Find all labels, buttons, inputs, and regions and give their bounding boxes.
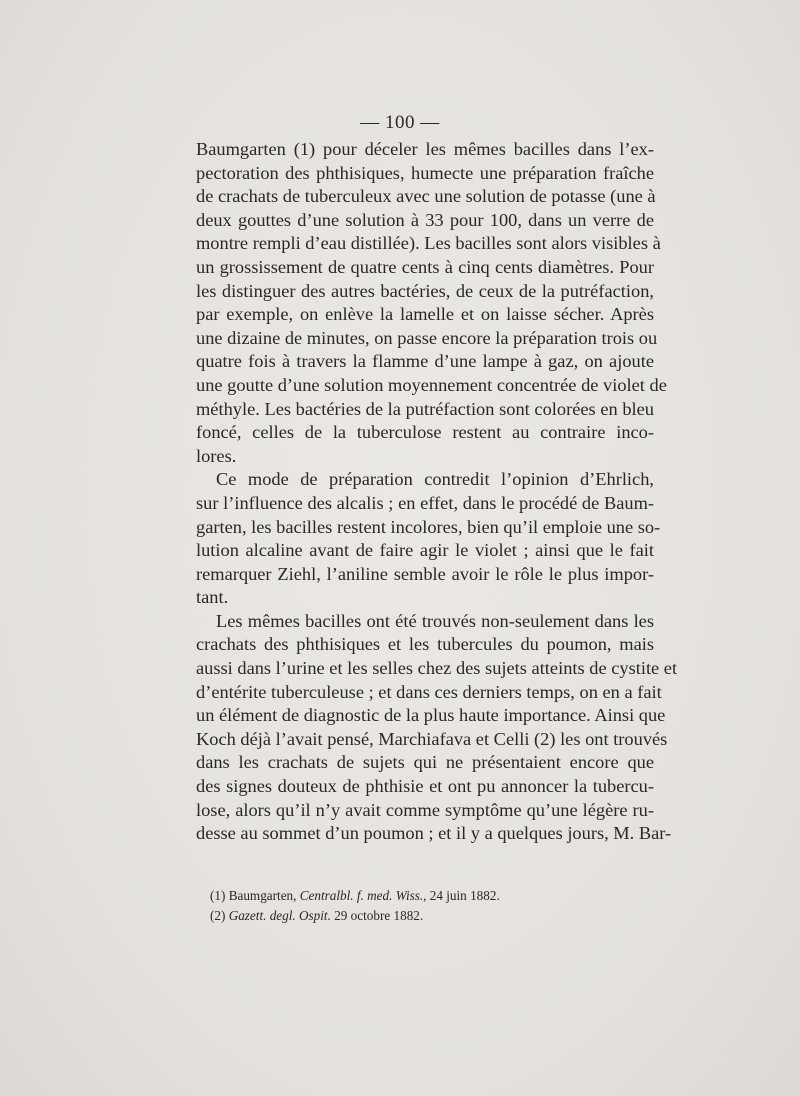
text-line: méthyle. Les bactéries de la putréfaction sont colorées en bleu xyxy=(196,398,654,419)
text-line: Koch déjà l’avait pensé, Marchiafava et Celli (2) les ont trouvés xyxy=(196,728,668,749)
footnote-author: Baumgarten, xyxy=(228,888,297,903)
text-line: crachats des phthisiques et les tubercules du poumon, mais xyxy=(196,634,654,655)
footnotes xyxy=(210,886,630,925)
text-line: de crachats de tuberculeux avec une solution de potasse (une à xyxy=(196,186,656,207)
footnote-date: 29 octobre 1882. xyxy=(334,907,424,923)
text-line: d’entérite tuberculeuse ; et dans ces derniers temps, on en a fait xyxy=(196,681,662,702)
text-line: Baumgarten (1) pour déceler les mêmes bacilles dans l’ex- xyxy=(196,139,654,159)
text-line: quatre fois à travers la flamme d’une lampe à gaz, on ajoute xyxy=(196,351,654,372)
text-line: un grossissement de quatre cents à cinq cents diamètres. Pour xyxy=(196,256,654,277)
footnote-1 xyxy=(210,886,630,906)
footnote-2 xyxy=(210,906,630,926)
text-line: foncé, celles de la tuberculose restent au contraire inco- xyxy=(196,422,654,443)
text-line: une goutte d’une solution moyennement concentrée de violet de xyxy=(196,374,667,395)
text-line: remarquer Ziehl, l’aniline semble avoir le rôle le plus impor- xyxy=(196,563,654,584)
footnote-journal: Gazett. degl. Ospit. xyxy=(228,907,331,923)
page-number: — 100 — xyxy=(360,112,440,133)
footnote-marker: (2) xyxy=(210,907,226,923)
text-line: lution alcaline avant de faire agir le violet ; ainsi que le fait xyxy=(196,540,654,561)
footnote-journal: Centralbl. f. med. Wiss., xyxy=(299,888,427,903)
text-line: aussi dans l’urine et les selles chez des sujets atteints de cystite et xyxy=(196,658,678,679)
text-line: lose, alors qu’il n’y avait comme symptôme qu’une légère ru- xyxy=(196,799,654,820)
text-line: Les mêmes bacilles ont été trouvés non-seulement dans les xyxy=(216,610,654,631)
text-line: desse au sommet d’un poumon ; et il y a quelques jours, M. Bar- xyxy=(196,823,672,844)
text-line: tant. xyxy=(196,587,229,608)
text-line: dans les crachats de sujets qui ne présentaient encore que xyxy=(196,752,654,773)
text-line: montre rempli d’eau distillée). Les bacilles sont alors visibles à xyxy=(196,233,661,254)
text-line: des signes douteux de phthisie et ont pu annoncer la tubercu- xyxy=(196,776,654,797)
text-line: par exemple, on enlève la lamelle et on laisse sécher. Après xyxy=(196,304,654,325)
text-line: garten, les bacilles restent incolores, bien qu’il emploie une so- xyxy=(196,516,661,537)
text-line: lores. xyxy=(196,445,237,466)
text-line: Ce mode de préparation contredit l’opinion d’Ehrlich, xyxy=(216,469,654,490)
body-text xyxy=(196,138,678,846)
text-line: deux gouttes d’une solution à 33 pour 100, dans un verre de xyxy=(196,209,654,230)
text-line: sur l’influence des alcalis ; en effet, dans le procédé de Baum- xyxy=(196,492,654,513)
text-line: les distinguer des autres bactéries, de ceux de la putréfaction, xyxy=(196,280,654,301)
text-line: pectoration des phthisiques, humecte une préparation fraîche xyxy=(196,162,654,183)
footnote-date: 24 juin 1882. xyxy=(429,888,500,903)
text-line: une dizaine de minutes, on passe encore la préparation trois ou xyxy=(196,327,658,348)
text-line: un élément de diagnostic de la plus haute importance. Ainsi que xyxy=(196,705,666,726)
footnote-marker: (1) xyxy=(210,888,226,903)
